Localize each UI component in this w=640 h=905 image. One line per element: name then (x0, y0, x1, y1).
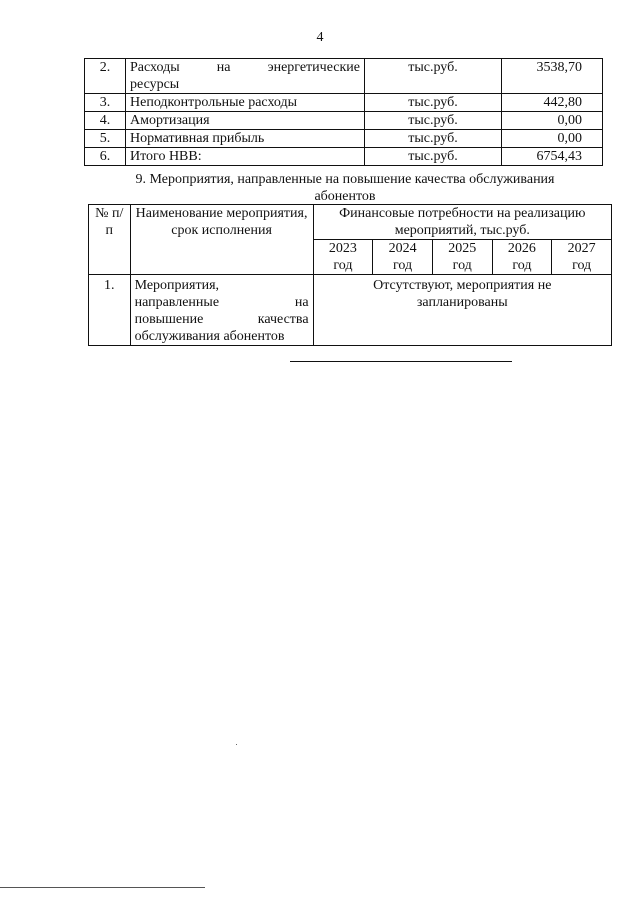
row-name-word: на (294, 295, 309, 310)
header-name: Наименование мероприятия, срок исполнения (130, 205, 313, 275)
row-value: 0,00 (502, 112, 603, 130)
year-unit: год (333, 258, 353, 273)
row-note-text: Отсутствуют, мероприятия не запланированы (373, 278, 552, 310)
year-cell (432, 240, 492, 275)
row-value: 442,80 (502, 94, 603, 112)
row-name-rest: ресурсы (130, 77, 180, 92)
section-heading (90, 171, 600, 205)
row-name-word: направленные (134, 295, 220, 310)
row-number: 1. (89, 275, 131, 346)
row-name-line: обслуживания абонентов (134, 329, 285, 344)
year-unit: год (572, 258, 592, 273)
row-unit: тыс.руб. (365, 94, 502, 112)
footer-line (0, 887, 205, 888)
row-name-word: на (216, 60, 231, 75)
year-unit: год (452, 258, 472, 273)
row-number: 2. (85, 59, 126, 94)
section-heading-line1: 9. Мероприятия, направленные на повышение качества обслуживания (135, 172, 555, 187)
row-name: Итого НВВ: (126, 148, 365, 166)
budget-table (84, 58, 603, 166)
header-number: № п/п (89, 205, 131, 275)
year-unit: год (512, 258, 532, 273)
row-name: Амортизация (126, 112, 365, 130)
row-unit: тыс.руб. (365, 148, 502, 166)
year-unit: год (393, 258, 413, 273)
table-row (85, 148, 603, 166)
row-name (126, 59, 365, 94)
signature-line (290, 361, 512, 362)
year-cell (492, 240, 552, 275)
row-number: 4. (85, 112, 126, 130)
row-name (130, 275, 313, 346)
row-name-word: энергетические (267, 60, 360, 75)
row-name-word: повышение (134, 312, 204, 327)
page-number: 4 (316, 30, 324, 45)
year-label: 2027 (567, 241, 596, 256)
row-name-word: Расходы (130, 60, 180, 75)
table-row (85, 130, 603, 148)
table-row (85, 112, 603, 130)
row-unit: тыс.руб. (365, 112, 502, 130)
header-row (89, 205, 612, 240)
section-heading-line2: абонентов (314, 189, 376, 204)
row-name: Нормативная прибыль (126, 130, 365, 148)
year-label: 2024 (388, 241, 417, 256)
row-number: 6. (85, 148, 126, 166)
year-label: 2025 (448, 241, 477, 256)
row-value: 3538,70 (502, 59, 603, 94)
row-value: 0,00 (502, 130, 603, 148)
row-number: 5. (85, 130, 126, 148)
row-unit: тыс.руб. (365, 130, 502, 148)
row-name-word: качества (257, 312, 309, 327)
table-row (85, 94, 603, 112)
table-row (89, 275, 612, 346)
year-label: 2026 (507, 241, 536, 256)
header-finance: Финансовые потребности на реализацию мероприятий, тыс.руб. (313, 205, 611, 240)
year-cell (552, 240, 612, 275)
year-label: 2023 (328, 241, 357, 256)
row-value: 6754,43 (502, 148, 603, 166)
row-note (313, 275, 611, 346)
row-name: Неподконтрольные расходы (126, 94, 365, 112)
row-unit: тыс.руб. (365, 59, 502, 94)
table-row (85, 59, 603, 94)
row-name-line: Мероприятия, (134, 278, 220, 293)
events-table (88, 204, 612, 346)
year-cell (373, 240, 433, 275)
row-number: 3. (85, 94, 126, 112)
year-cell (313, 240, 373, 275)
scan-speck (236, 744, 237, 745)
